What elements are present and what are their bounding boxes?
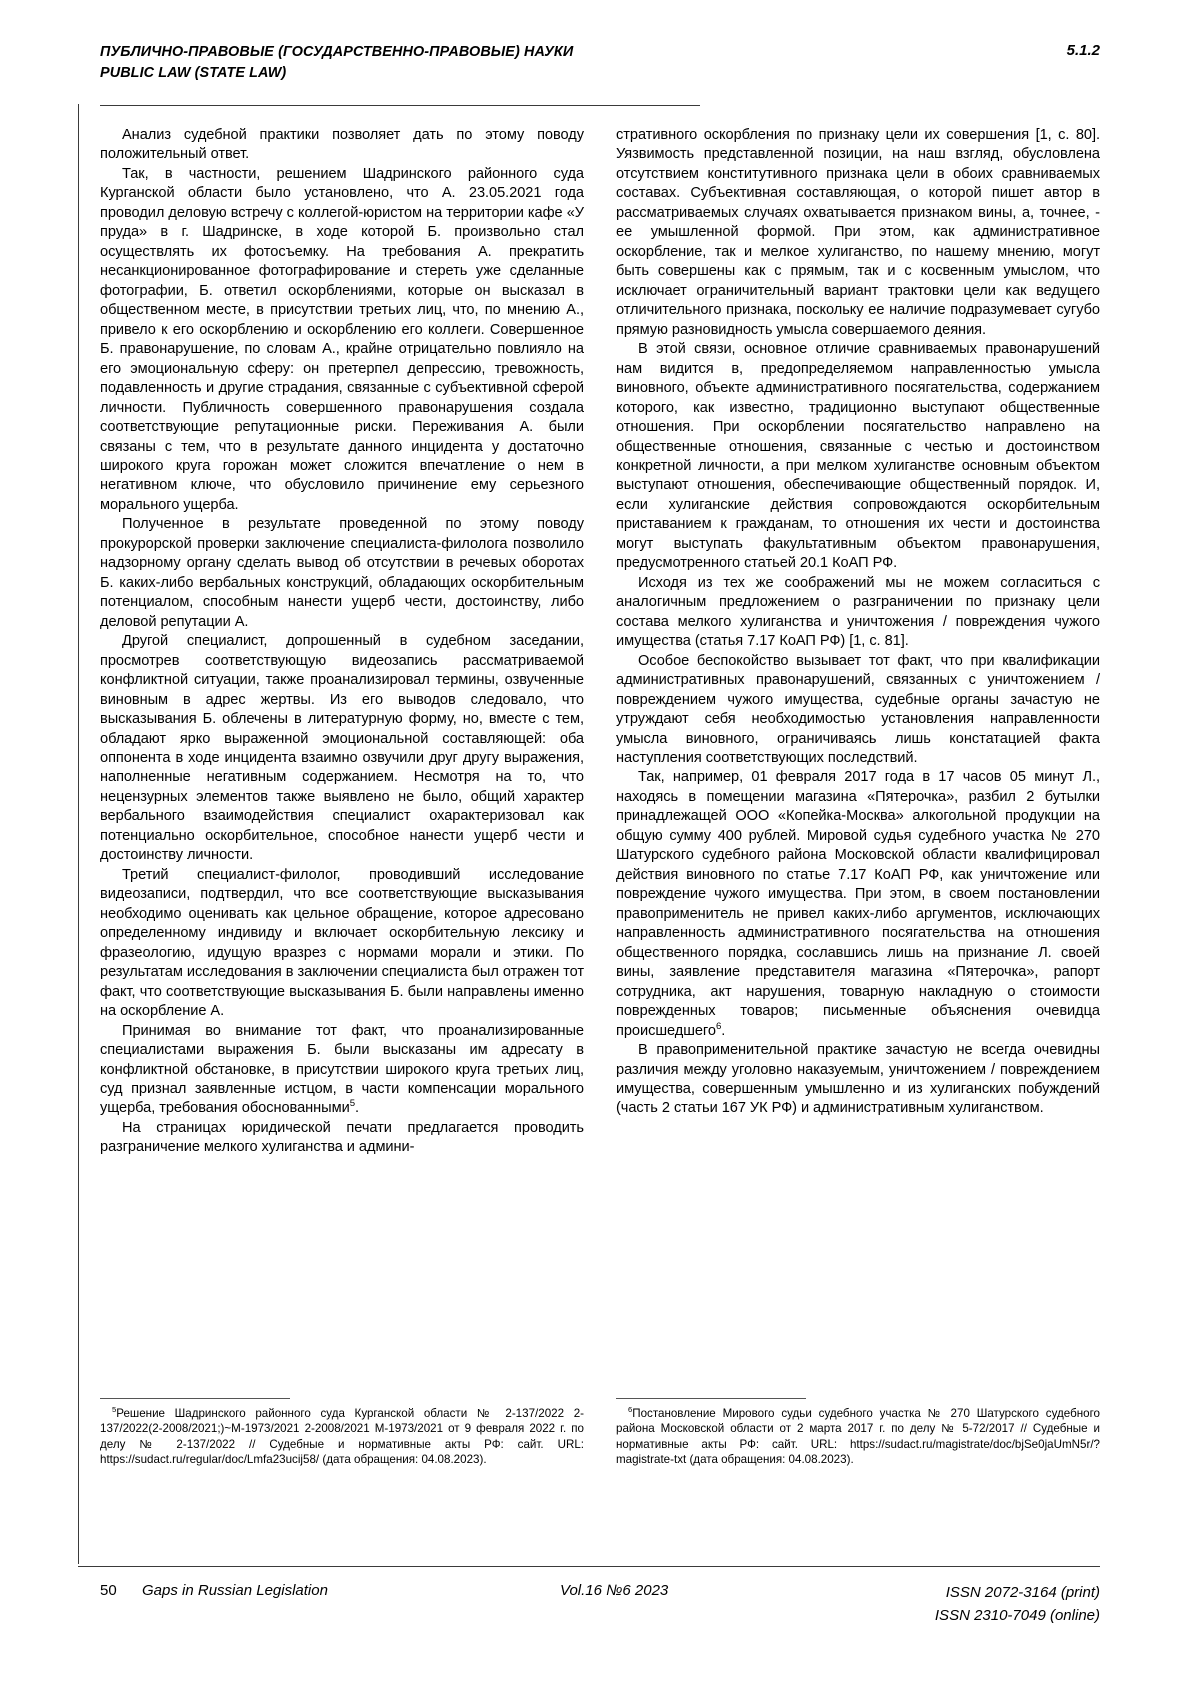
article-body [100, 126, 1100, 1158]
paragraph-text-end: . [355, 1100, 360, 1117]
paragraph: Исходя из тех же соображений мы не можем согласиться с аналогичным предложением о разграничении по признаку цели состава мелкого хулиганства и уничтожения / повреждения чужого имущества (статья 7.17 КоАП РФ) [1, с. 81]. [616, 574, 1100, 650]
page-header [100, 42, 1100, 84]
column-right [616, 126, 1100, 1158]
paragraph-text: Принимая во внимание тот факт, что проанализированные специалистами выражения Б. были высказаны им адресату в конфликтной обстановке, в присутствии широкого круга третьих лиц, суд признал заявленные истцом, в части компенсации морального ущерба, требования обоснованными [100, 1022, 584, 1117]
footnote-marker-6[interactable]: 6 [715, 1020, 722, 1032]
paragraph: Особое беспокойство вызывает тот факт, что при квалификации административных правонарушений, связанных с уничтожением / повреждением чужого имущества, судебные органы зачастую не утруждают себя необходимостью установления направленности умысла виновного, ограничиваясь лишь констатацией факта наступления соответствующих последствий. [616, 652, 1100, 766]
footnote-number-5: 5 [112, 1405, 117, 1415]
page-number: 50 [100, 1582, 117, 1599]
journal-title: Gaps in Russian Legislation [142, 1582, 328, 1599]
header-divider [100, 105, 700, 106]
paragraph-text-end: . [721, 1022, 726, 1039]
paragraph-with-footnote [100, 1022, 584, 1119]
paragraph: Третий специалист-филолог, проводивший исследование видеозаписи, подтвердил, что все соответствующие высказывания необходимо оценивать как цельное обращение, которое адресовано определенному индивиду и включает оскорбительную лексику и фразеологию, идущую вразрез с нормами морали и этики. По результатам исследования в заключении специалиста был отражен тот факт, что соответствующие высказывания Б. были направлены именно на оскорбление А. [100, 866, 584, 1020]
header-section-code: 5.1.2 [1066, 42, 1100, 59]
paragraph: В правоприменительной практике зачастую не всегда очевидны различия между уголовно наказуемым, уничтожением / повреждением имущества, совершенным умышленно и из хулиганских побуждений (часть 2 статьи 167 УК РФ) и административным хулиганством. [616, 1042, 1100, 1117]
footer-divider [78, 1566, 1100, 1567]
paragraph: Другой специалист, допрошенный в судебном заседании, просмотрев соответствующую видеозапись рассматриваемой конфликтной ситуации, также проанализировал термины, озвученные виновным в адрес жертвы. Из его выводов следовало, что высказывания Б. облечены в литературную форму, но, вместе с тем, обладают ярко выраженной эмоциональной составляющей: оба оппонента в ходе инцидента взаимно озвучили друг другу выражения, наполненные негативным содержанием. Несмотря на то, что нецензурных элементов также выявлено не было, общий характер вербального взаимодействия специалист охарактеризовал как потенциально оскорбительное, способное нанести ущерб чести и достоинству личности. [100, 633, 584, 864]
footnote-divider [616, 1398, 806, 1399]
footnotes-area [100, 1398, 1100, 1468]
paragraph-text: Так, например, 01 февраля 2017 года в 17 часов 05 минут Л., находясь в помещении магазина «Пятерочка», разбил 2 бутылки принадлежащей ООО «Копейка-Москва» алкогольной продукции на общую сумму 400 рублей. Мировой судья судебного участка № 270 Шатурского судебного района Московской области квалифицировал действия виновного по статье 7.17 КоАП РФ, как уничтожение или повреждение чужого имущества. При этом, в своем постановлении правоприменитель не привел каких-либо аргументов, исключающих направленность административного посягательства на отношения общественного порядка, сославшись лишь на признание Л. своей вины, заявление представителя магазина «Пятерочка», рапорт сотрудника, акт нарушения, товарную накладную о стоимости поврежденных товаров; письменные объяснения очевидца происшедшего [616, 769, 1100, 1039]
paragraph: Анализ судебной практики позволяет дать по этому поводу положительный ответ. [100, 127, 584, 163]
footnote-entry [616, 1406, 1100, 1468]
footnote-divider [100, 1398, 290, 1399]
issn-print: ISSN 2072-3164 (print) [945, 1584, 1100, 1601]
volume-issue: Vol.16 №6 2023 [560, 1582, 669, 1599]
header-title-ru: ПУБЛИЧНО-ПРАВОВЫЕ (ГОСУДАРСТВЕННО-ПРАВОВЫЕ) НАУКИ [100, 44, 574, 60]
paragraph-with-footnote [616, 768, 1100, 1041]
footnote-number-6: 6 [628, 1405, 633, 1415]
left-margin-rule [78, 104, 79, 1564]
footnote-marker-5[interactable]: 5 [349, 1098, 355, 1110]
column-left [100, 126, 584, 1158]
page-footer [100, 1582, 1100, 1624]
paragraph: Полученное в результате проведенной по этому поводу прокурорской проверки заключение специалиста-филолога позволило надзорному органу сделать вывод об отсутствии в речевых оборотах Б. каких-либо вербальных конструкций, обладающих оскорбительным потенциалом, способным нанести ущерб чести, достоинству, либо деловой репутации А. [100, 516, 584, 630]
paragraph: Так, в частности, решением Шадринского районного суда Курганской области было установлено, что А. 23.05.2021 года проводил деловую встречу с коллегой-юристом на территории кафе «У пруда» в г. Шадринске, в ходе которой Б. произвольно стал осуществлять их фотосъемку. На требования А. прекратить несанкционированное фотографирование и стереть уже сделанные фотографии, Б. ответил оскорблениями, которые он высказал в общественном месте, в присутствии третьих лиц, что, по мнению А., привело к его оскорблению и оскорблению его коллеги. Совершенное Б. правонарушение, по словам А., крайне отрицательно повлияло на его эмоциональную сферу: он претерпел депрессию, тревожность, подавленность и другие страдания, связанные с субъективной сферой личности. Публичность совершенного правонарушения создала соответствующие репутационные риски. Переживания А. были связаны с тем, что в результате данного инцидента у достаточно широкого круга горожан может сложится впечатление о нем в негативном ключе, что обусловило причинение ему серьезного морального ущерба. [100, 165, 584, 513]
paragraph-continued: стративного оскорбления по признаку цели их совершения [1, с. 80]. Уязвимость представленной позиции, на наш взгляд, обусловлена отсутствием конститутивного признака цели в обоих сравниваемых составах. Субъективная составляющая, о которой пишет автор в рассматриваемых случаях охватывается признаком вины, а, точнее, - ее умышленной формой. При этом, как административное оскорбление, так и мелкое хулиганство, по нашему мнению, могут быть совершены как с прямым, так и с косвенным умыслом, что исключает ограничительный вариант трактовки цели как ведущего отличительного признака, поскольку ее наличие подразумевает сугубо прямую разновидность умысла совершаемого деяния. [616, 127, 1100, 338]
footnote-entry [100, 1406, 584, 1468]
paragraph: В этой связи, основное отличие сравниваемых правонарушений нам видится в, предопределяемом направленностью умысла виновного, объекте административного посягательства, содержанием которого, как известно, традиционно выступают общественные отношения. При оскорблении посягательство направлено на общественные отношения, связанные с честью и достоинством конкретной личности, а при мелком хулиганстве основным объектом выступают отношения, обеспечивающие общественный порядок. И, если хулиганские действия сопровождаются оскорбительным приставанием к гражданам, то отношения их чести и достоинства могут выступать факультативным объектом правонарушения, предусмотренного статьей 20.1 КоАП РФ. [616, 341, 1100, 572]
issn-block [935, 1582, 1100, 1627]
footnote-text: Решение Шадринского районного суда Курганской области № 2-137/2022 2-137/2022(2-2008/2021;)~М-1973/2021 2-2008/2021 М-1973/2021 от 9 февраля 2022 г. по делу № 2-137/2022 // Судебные и нормативные акты РФ: сайт. URL: https://sudact.ru/regular/doc/Lmfa23ucij58/ (дата обращения: 04.08.2023). [100, 1407, 584, 1467]
paragraph: На страницах юридической печати предлагается проводить разграничение мелкого хулиганства и админи- [100, 1119, 584, 1156]
header-section-title [100, 42, 573, 84]
footnote-left [100, 1398, 584, 1468]
footnote-text: Постановление Мирового судьи судебного участка № 270 Шатурского судебного района Московской области от 2 марта 2017 г. по делу № 5-72/2017 // Судебные и нормативные акты РФ: сайт. URL: https://sudact.ru/magistrate/doc/bjSe0jaUmN5r/?magistrate-txt (дата обращения: 04.08.2023). [616, 1407, 1100, 1467]
footnote-right [616, 1398, 1100, 1468]
header-title-en: PUBLIC LAW (STATE LAW) [100, 64, 287, 81]
issn-online: ISSN 2310-7049 (online) [934, 1606, 1100, 1624]
